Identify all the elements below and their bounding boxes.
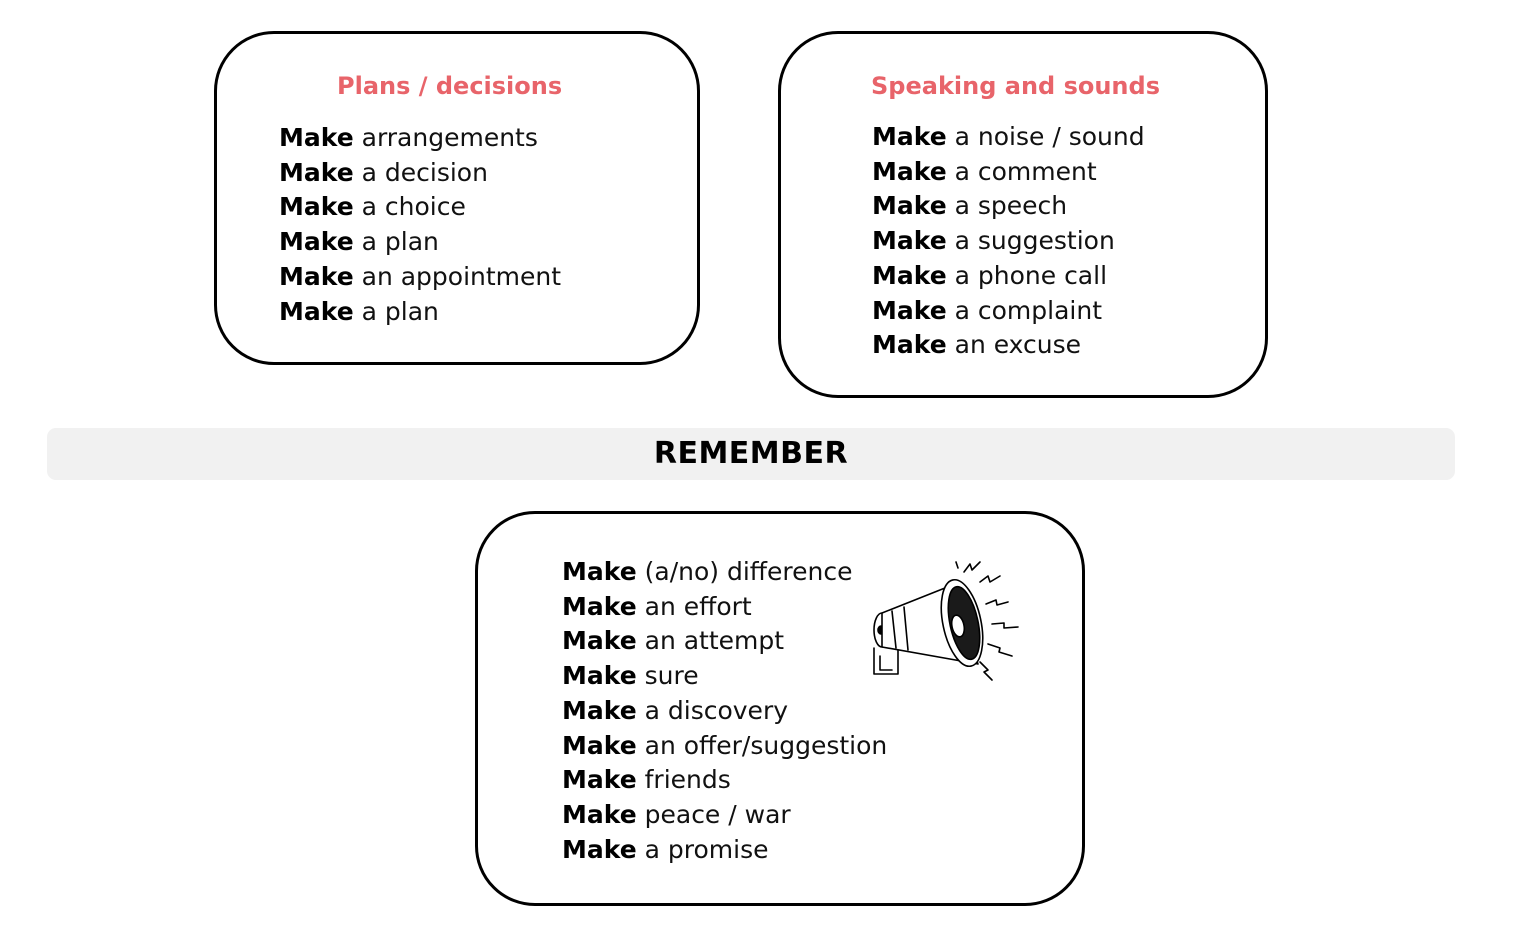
phrase-rest: (a/no) difference — [636, 557, 853, 586]
phrase-rest: friends — [636, 765, 731, 795]
phrase-verb: Make — [562, 626, 637, 656]
phrase-rest: a plan — [353, 227, 439, 257]
phrase-item — [872, 294, 1145, 329]
phrase-item — [279, 121, 561, 156]
plans-decisions-title: Plans / decisions — [337, 72, 563, 100]
phrase-verb: Make — [279, 123, 354, 152]
remember-heading: REMEMBER — [653, 436, 849, 471]
remember-box — [475, 511, 1085, 906]
phrase-rest: a noise / sound — [946, 122, 1145, 151]
phrase-verb: Make — [562, 765, 637, 795]
phrase-verb: Make — [872, 295, 947, 325]
phrase-verb: Make — [562, 591, 637, 621]
phrase-item — [562, 833, 887, 868]
phrase-rest: a plan — [353, 296, 439, 326]
phrase-item — [872, 224, 1145, 259]
phrase-verb: Make — [562, 557, 637, 586]
phrase-verb: Make — [562, 695, 637, 725]
phrase-rest: arrangements — [353, 123, 538, 152]
phrase-verb: Make — [279, 192, 354, 222]
phrase-rest: a suggestion — [946, 226, 1115, 256]
phrase-verb: Make — [562, 799, 637, 829]
speaking-phrase-list — [872, 120, 1145, 363]
phrase-rest: a promise — [636, 834, 769, 864]
phrase-rest: a phone call — [946, 260, 1108, 290]
phrase-rest: an appointment — [353, 261, 562, 291]
phrase-rest: a complaint — [946, 295, 1103, 325]
phrase-verb: Make — [872, 226, 947, 256]
phrase-item — [279, 190, 561, 225]
phrase-item — [562, 694, 887, 729]
phrase-rest: a speech — [946, 191, 1068, 221]
remember-phrase-list — [562, 555, 887, 867]
phrase-rest: an attempt — [636, 626, 785, 656]
speaking-sounds-title: Speaking and sounds — [871, 72, 1160, 100]
phrase-verb: Make — [872, 330, 947, 360]
phrase-item — [562, 729, 887, 764]
phrase-item — [279, 225, 561, 260]
phrase-item — [562, 624, 887, 659]
megaphone-icon — [854, 560, 1026, 686]
phrase-item — [562, 590, 887, 625]
phrase-item — [562, 555, 887, 590]
phrase-rest: peace / war — [636, 799, 791, 829]
phrase-verb: Make — [279, 227, 354, 257]
phrase-rest: a choice — [353, 192, 466, 222]
speaking-sounds-box — [778, 31, 1268, 398]
phrase-rest: an offer/suggestion — [636, 730, 888, 760]
phrase-rest: a discovery — [636, 695, 789, 725]
phrase-item — [279, 260, 561, 295]
remember-banner — [47, 428, 1455, 480]
phrase-item — [872, 155, 1145, 190]
phrase-rest: a decision — [353, 157, 488, 187]
phrase-verb: Make — [872, 156, 947, 186]
phrase-item — [279, 295, 561, 330]
phrase-item — [279, 156, 561, 191]
phrase-rest: an excuse — [946, 330, 1082, 360]
phrase-verb: Make — [279, 296, 354, 326]
plans-decisions-box — [214, 31, 700, 365]
phrase-rest: a comment — [946, 156, 1097, 186]
phrase-verb: Make — [872, 122, 947, 151]
phrase-item — [872, 120, 1145, 155]
phrase-rest: an effort — [636, 591, 752, 621]
phrase-verb: Make — [279, 157, 354, 187]
phrase-verb: Make — [562, 661, 637, 691]
phrase-verb: Make — [562, 730, 637, 760]
phrase-verb: Make — [872, 260, 947, 290]
phrase-item — [562, 798, 887, 833]
phrase-item — [562, 659, 887, 694]
phrase-verb: Make — [562, 834, 637, 864]
phrase-item — [872, 259, 1145, 294]
phrase-verb: Make — [279, 261, 354, 291]
phrase-item — [872, 189, 1145, 224]
plans-phrase-list — [279, 121, 561, 329]
phrase-rest: sure — [636, 661, 699, 691]
phrase-item — [562, 763, 887, 798]
phrase-verb: Make — [872, 191, 947, 221]
phrase-item — [872, 328, 1145, 363]
